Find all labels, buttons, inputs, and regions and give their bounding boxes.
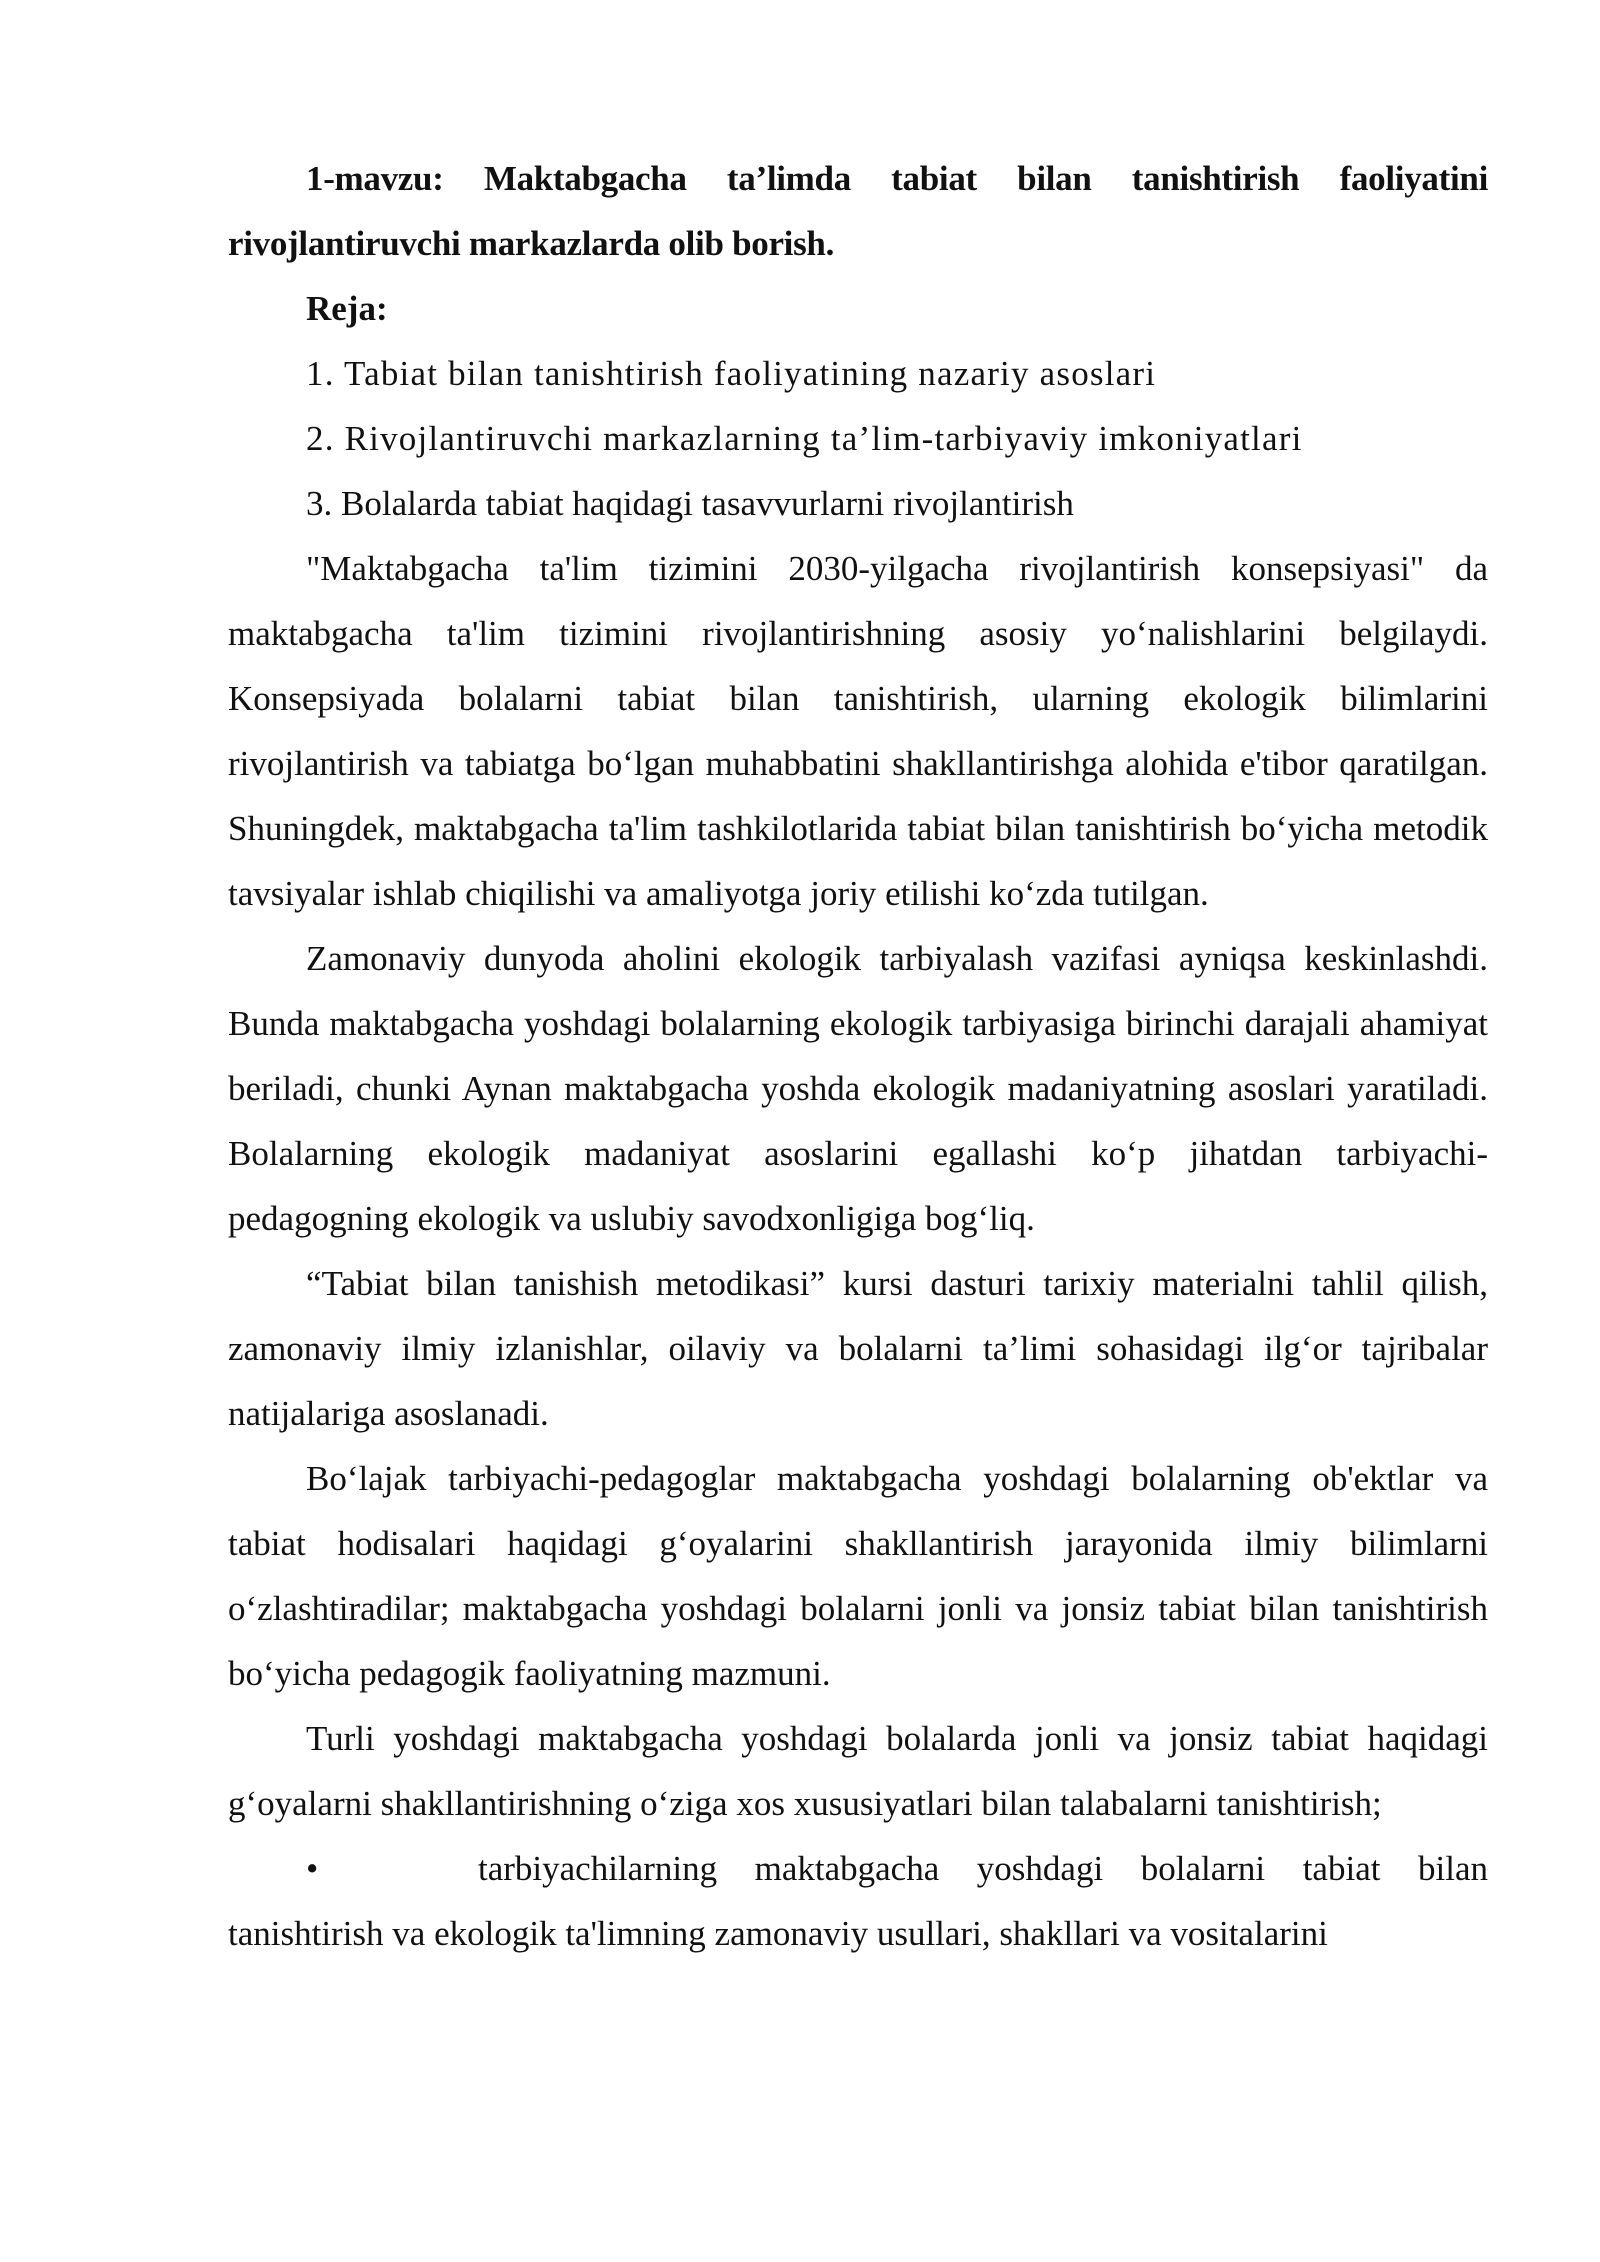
topic-heading: 1-mavzu: Maktabgacha ta’limda tabiat bilan tanishtirish faoliyatini rivojlantiruvchi markazlarda olib borish. — [228, 159, 1488, 263]
bullet-icon: • — [306, 1849, 319, 1888]
plan-item-1: 1. Tabiat bilan tanishtirish faoliyatining nazariy asoslari — [306, 354, 1157, 393]
paragraph-concept: "Maktabgacha ta'lim tizimini 2030-yilgacha rivojlantirish konsepsiyasi" da maktabgacha ta'lim tizimini rivojlantirishning asosiy yo‘nalishlarini belgilaydi. Konsepsiyada bolalarni tabiat bilan tanishtirish, ularning ekologik bilimlarini rivojlantirish va tabiatga bo‘lgan muhabbatini shakllantirishga alohida e'tibor qaratilgan. Shuningdek, maktabgacha ta'lim tashkilotlarida tabiat bilan tanishtirish bo‘yicha metodik tavsiyalar ishlab chiqilishi va amaliyotga joriy etilishi ko‘zda tutilgan. — [228, 549, 1488, 913]
document-body — [228, 146, 1488, 1966]
paragraph-age-groups: Turli yoshdagi maktabgacha yoshdagi bolalarda jonli va jonsiz tabiat haqidagi g‘oyalarni shakllantirishning o‘ziga xos xususiyatlari bilan talabalarni tanishtirish; — [228, 1719, 1488, 1823]
plan-label: Reja: — [306, 289, 388, 328]
paragraph-future-teachers: Bo‘lajak tarbiyachi-pedagoglar maktabgacha yoshdagi bolalarning ob'ektlar va tabiat hodisalari haqidagi g‘oyalarini shakllantirish jarayonida ilmiy bilimlarni o‘zlashtiradilar; maktabgacha yoshdagi bolalarni jonli va jonsiz tabiat bilan tanishtirish bo‘yicha pedagogik faoliyatning mazmuni. — [228, 1459, 1488, 1693]
paragraph-modern-world: Zamonaviy dunyoda aholini ekologik tarbiyalash vazifasi ayniqsa keskinlashdi. Bunda maktabgacha yoshdagi bolalarning ekologik tarbiyasiga birinchi darajali ahamiyat beriladi, chunki Aynan maktabgacha yoshda ekologik madaniyatning asoslari yaratiladi. Bolalarning ekologik madaniyat asoslarini egallashi ko‘p jihatdan tarbiyachi- pedagogning ekologik va uslubiy savodxonligiga bog‘liq. — [228, 939, 1488, 1238]
bullet-item-text: tarbiyachilarning maktabgacha yoshdagi bolalarni tabiat bilan tanishtirish va ekologik ta'limning zamonaviy usullari, shakllari va vositalarini — [228, 1849, 1488, 1953]
paragraph-course-program: “Tabiat bilan tanishish metodikasi” kursi dasturi tarixiy materialni tahlil qilish, zamonaviy ilmiy izlanishlar, oilaviy va bolalarni ta’limi sohasidagi ilg‘or tajribalar natijalariga asoslanadi. — [228, 1264, 1488, 1433]
plan-item-3: 3. Bolalarda tabiat haqidagi tasavvurlarni rivojlantirish — [306, 484, 1074, 523]
plan-item-2: 2. Rivojlantiruvchi markazlarning ta’lim-tarbiyaviy imkoniyatlari — [306, 419, 1303, 458]
bullet-list-item — [228, 1836, 1488, 1966]
